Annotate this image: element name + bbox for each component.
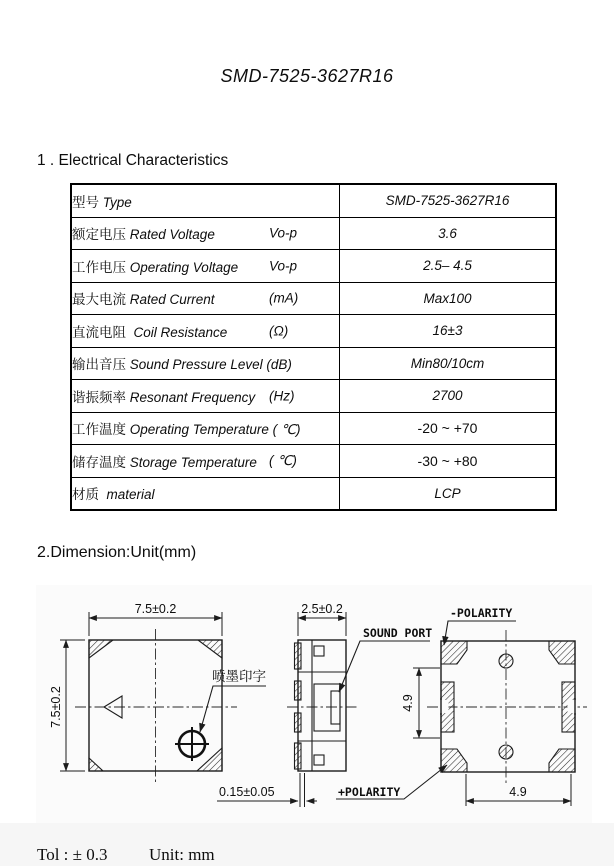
table-row <box>71 315 556 348</box>
spec-label-en: Rated Current <box>129 292 215 308</box>
spec-value-cell: SMD-7525-3627R16 <box>340 184 557 217</box>
spec-value-cell: -30 ~ +80 <box>340 445 557 478</box>
pos-polarity-label: +POLARITY <box>338 785 401 799</box>
vent-hole <box>499 654 513 668</box>
spec-label-cell <box>71 184 340 217</box>
spec-value-cell: Min80/10cm <box>340 347 557 380</box>
vent-hole <box>499 745 513 759</box>
spec-unit: (mA) <box>269 290 299 306</box>
ink-print-label: 喷墨印字 <box>212 669 266 684</box>
table-row <box>71 282 556 315</box>
spec-value-cell: -20 ~ +70 <box>340 412 557 445</box>
spec-label-en: Type <box>102 194 132 210</box>
dim-left-height: 7.5±0.2 <box>49 686 63 728</box>
terminal-pad <box>295 713 302 732</box>
spec-label-cell <box>71 250 340 283</box>
spec-label-en: Rated Voltage <box>129 227 215 243</box>
spec-label-en: Operating Voltage <box>129 259 239 275</box>
electrical-characteristics-table <box>70 183 557 511</box>
spec-label-cell <box>71 217 340 250</box>
dim-pad-thickness: 0.15±0.05 <box>219 785 275 799</box>
neg-polarity-label: -POLARITY <box>450 606 513 620</box>
section2-heading: 2.Dimension:Unit(mm) <box>37 544 197 561</box>
spec-unit: (Hz) <box>269 388 295 404</box>
terminal-pad <box>295 681 302 700</box>
dim-pad-span-vertical: 4.9 <box>401 694 415 712</box>
spec-label-cell <box>71 315 340 348</box>
spec-label-en: material <box>106 487 155 503</box>
spec-value-cell: Max100 <box>340 282 557 315</box>
spec-label-cn: 材质 <box>72 487 99 503</box>
spec-value-cell: 3.6 <box>340 217 557 250</box>
dim-top-width: 7.5±0.2 <box>134 602 177 616</box>
sound-port-label: SOUND PORT <box>363 626 433 640</box>
spec-label-cell <box>71 412 340 445</box>
table-row <box>71 250 556 283</box>
spec-label-cell <box>71 380 340 413</box>
dimension-drawing <box>0 585 614 823</box>
spec-label-cn: 储存温度 <box>72 454 126 470</box>
spec-unit: Vo-p <box>269 258 298 274</box>
spec-label-en: Coil Resistance <box>133 324 228 340</box>
spec-label-cell <box>71 477 340 510</box>
tolerance-note: Tol : ± 0.3 <box>37 845 108 864</box>
spec-label-cn: 工作温度 <box>72 422 126 438</box>
spec-label-cn: 直流电阻 <box>72 324 126 340</box>
table-row <box>71 380 556 413</box>
terminal-pad <box>295 743 302 769</box>
spec-label-cell <box>71 282 340 315</box>
spec-label-cell <box>71 347 340 380</box>
spec-value-cell: 2700 <box>340 380 557 413</box>
spec-unit: ( ℃) <box>269 452 297 468</box>
dim-thickness: 2.5±0.2 <box>301 602 343 616</box>
spec-unit: (Ω) <box>269 323 289 339</box>
spec-label-en: Storage Temperature <box>129 454 257 470</box>
spec-label-cn: 型号 <box>72 194 99 210</box>
spec-value-cell: 2.5– 4.5 <box>340 250 557 283</box>
spec-label-cn: 输出音压 <box>72 357 126 373</box>
spec-label-en: Operating Temperature ( ℃) <box>129 422 301 438</box>
spec-value-cell: 16±3 <box>340 315 557 348</box>
spec-unit: Vo-p <box>269 225 298 241</box>
spec-label-cn: 额定电压 <box>72 227 126 243</box>
spec-label-cell <box>71 445 340 478</box>
table-row <box>71 184 556 217</box>
unit-note: Unit: mm <box>149 845 215 864</box>
table-row <box>71 347 556 380</box>
table-row <box>71 445 556 478</box>
spec-label-cn: 谐振频率 <box>72 389 126 405</box>
terminal-pad <box>295 643 302 669</box>
spec-label-en: Resonant Frequency <box>129 389 256 405</box>
spec-label-cn: 工作电压 <box>72 259 126 275</box>
table-row <box>71 477 556 510</box>
page-title: SMD-7525-3627R16 <box>220 66 394 86</box>
table-row <box>71 412 556 445</box>
spec-value-cell: LCP <box>340 477 557 510</box>
dim-pad-span-horizontal: 4.9 <box>509 785 527 799</box>
section1-heading: 1 . Electrical Characteristics <box>37 152 229 169</box>
table-row <box>71 217 556 250</box>
spec-label-en: Sound Pressure Level (dB) <box>129 357 292 373</box>
spec-label-cn: 最大电流 <box>72 292 126 308</box>
